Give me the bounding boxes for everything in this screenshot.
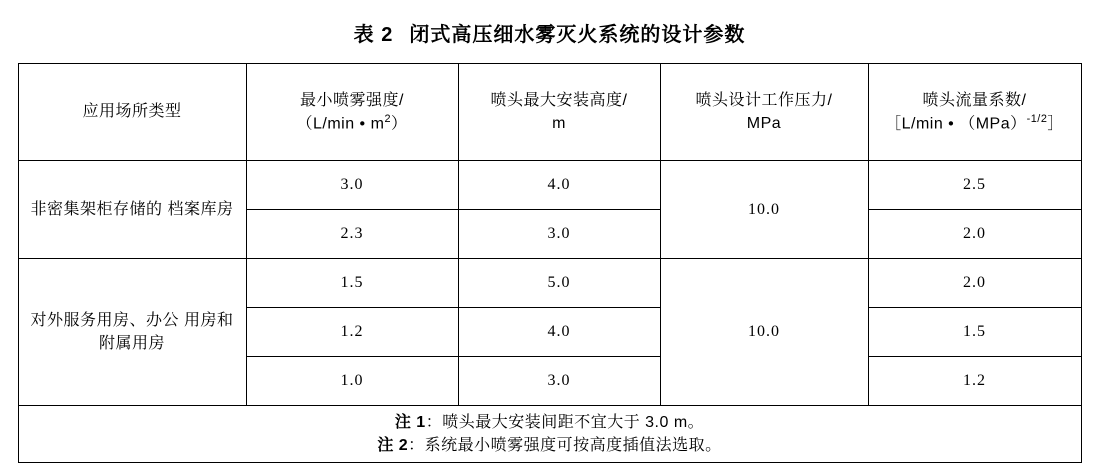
table-title-text: 闭式高压细水雾灭火系统的设计参数 [409, 24, 746, 46]
group-name-line2: 用房和附属用房 [98, 311, 234, 352]
unit-superscript: 2 [384, 112, 391, 125]
unit-suffix: ） [391, 115, 408, 133]
cell-intensity: 2.3 [246, 210, 458, 259]
header-max-install-height [458, 64, 660, 161]
cell-intensity: 3.0 [246, 161, 458, 210]
header-min-spray-intensity [246, 64, 458, 161]
cell-height: 4.0 [458, 161, 660, 210]
note-text: ：喷头最大安装间距不宜大于 3.0 m。 [425, 414, 705, 431]
cell-height: 3.0 [458, 357, 660, 406]
table-header-row [18, 64, 1081, 161]
cell-k-factor: 1.5 [868, 308, 1081, 357]
cell-pressure: 10.0 [660, 259, 868, 406]
header-flow-coefficient-line1: 喷头流量系数/ [922, 91, 1027, 109]
cell-k-factor: 2.0 [868, 259, 1081, 308]
group-name-line2: 档案库房 [167, 200, 234, 218]
table-title [0, 0, 1099, 63]
cell-intensity: 1.2 [246, 308, 458, 357]
cell-height: 3.0 [458, 210, 660, 259]
header-working-pressure-line1: 喷头设计工作压力/ [695, 91, 833, 109]
group-name-archive-storage [18, 161, 246, 259]
note-item [23, 434, 1077, 457]
note-text: ：系统最小喷雾强度可按高度插值法选取。 [408, 437, 722, 455]
cell-pressure: 10.0 [660, 161, 868, 259]
group-name-line1: 对外服务用房、办公 [30, 311, 180, 329]
header-working-pressure [660, 64, 868, 161]
header-flow-coefficient [868, 64, 1081, 161]
table-row [18, 161, 1081, 210]
k-unit-suffix: ］ [1047, 115, 1064, 133]
note-item [23, 411, 1077, 434]
cell-k-factor: 1.2 [868, 357, 1081, 406]
group-name-service-office [18, 259, 246, 406]
k-unit-prefix: ［L/min • （MPa） [885, 115, 1027, 133]
unit-prefix: （L/min • m [296, 115, 385, 133]
header-application-type [18, 64, 246, 161]
header-max-install-height-line2: m [552, 115, 566, 132]
cell-intensity: 1.5 [246, 259, 458, 308]
cell-height: 4.0 [458, 308, 660, 357]
cell-k-factor: 2.5 [868, 161, 1081, 210]
cell-k-factor: 2.0 [868, 210, 1081, 259]
table-notes-row [18, 406, 1081, 463]
table-title-number: 表 2 [353, 24, 394, 46]
note-label: 注 1 [394, 414, 426, 431]
header-working-pressure-line2: MPa [746, 115, 782, 132]
cell-height: 5.0 [458, 259, 660, 308]
design-parameters-table [18, 63, 1082, 463]
header-application-type-label: 应用场所类型 [82, 103, 182, 121]
k-unit-superscript: -1/2 [1026, 112, 1048, 125]
header-min-spray-intensity-line2 [251, 112, 454, 136]
table-notes [18, 406, 1081, 463]
header-flow-coefficient-line2 [873, 112, 1077, 136]
header-max-install-height-line1: 喷头最大安装高度/ [490, 91, 628, 109]
header-min-spray-intensity-line1: 最小喷雾强度/ [300, 91, 404, 109]
cell-intensity: 1.0 [246, 357, 458, 406]
table-row [18, 259, 1081, 308]
note-label: 注 2 [377, 437, 409, 455]
group-name-line1: 非密集架柜存储的 [30, 200, 163, 218]
